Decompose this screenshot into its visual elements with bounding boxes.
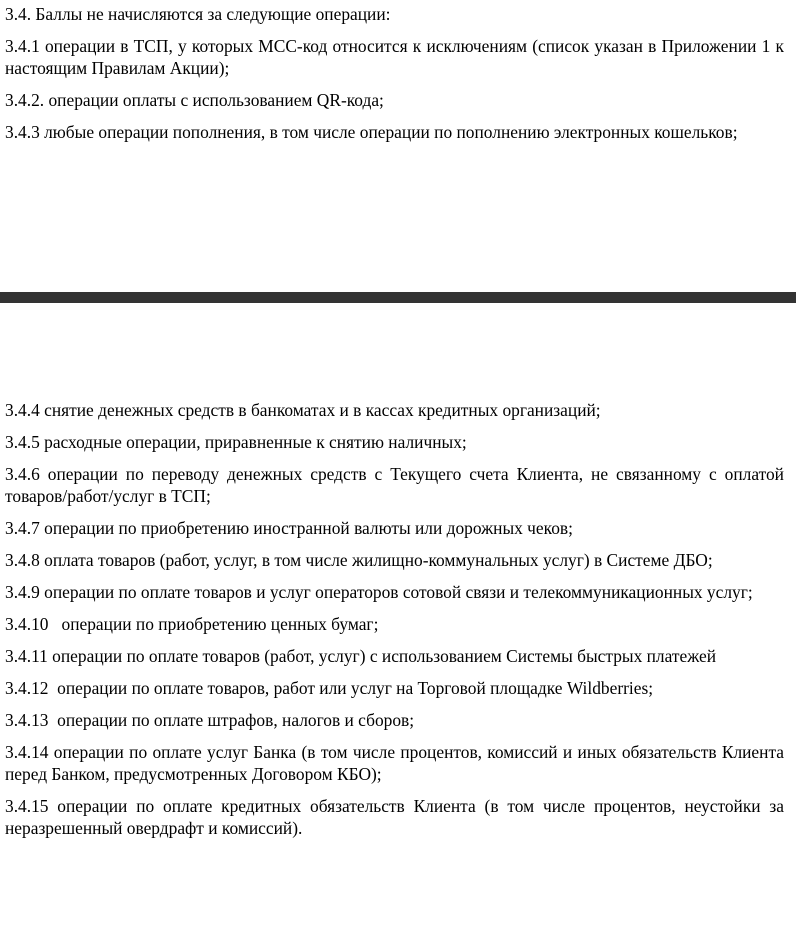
document-page-bottom: [0, 394, 796, 839]
list-item: 3.4.10 операции по приобретению ценных бумаг;: [5, 614, 379, 634]
list-item: 3.4.4 снятие денежных средств в банкоматах и в кассах кредитных организаций;: [5, 400, 601, 420]
document-page-top: [0, 0, 796, 153]
list-item: 3.4.7 операции по приобретению иностранной валюты или дорожных чеков;: [5, 518, 573, 538]
list-item: 3.4.6 операции по переводу денежных средств с Текущего счета Клиента, не связанному с оплатой товаров/работ/услуг в ТСП;: [5, 464, 784, 506]
list-item: 3.4.1 операции в ТСП, у которых МСС-код относится к исключениям (список указан в Приложении 1 к настоящим Правилам Акции);: [5, 36, 784, 78]
list-item: 3.4.5 расходные операции, приравненные к снятию наличных;: [5, 432, 467, 452]
list-item: 3.4.12 операции по оплате товаров, работ или услуг на Торговой площадке Wildberries;: [5, 678, 654, 698]
list-item: 3.4.8 оплата товаров (работ, услуг, в том числе жилищно-коммунальных услуг) в Системе ДБО;: [5, 550, 713, 570]
section-heading: 3.4. Баллы не начисляются за следующие операции:: [5, 4, 391, 24]
list-item: 3.4.3 любые операции пополнения, в том числе операции по пополнению электронных кошельков;: [5, 122, 738, 142]
list-item: 3.4.2. операции оплаты с использованием QR-кода;: [5, 90, 384, 110]
list-item: 3.4.13 операции по оплате штрафов, налогов и сборов;: [5, 710, 415, 730]
list-item: 3.4.14 операции по оплате услуг Банка (в том числе процентов, комиссий и иных обязательств Клиента перед Банком, предусмотренных Договором КБО);: [5, 742, 784, 784]
list-item: 3.4.9 операции по оплате товаров и услуг операторов сотовой связи и телекоммуникационных услуг;: [5, 582, 753, 602]
list-item: 3.4.15 операции по оплате кредитных обязательств Клиента (в том числе процентов, неустойки за неразрешенный овердрафт и комиссий).: [5, 796, 784, 838]
page-divider: [0, 292, 796, 303]
list-item: 3.4.11 операции по оплате товаров (работ, услуг) с использованием Системы быстрых платежей: [5, 646, 717, 666]
